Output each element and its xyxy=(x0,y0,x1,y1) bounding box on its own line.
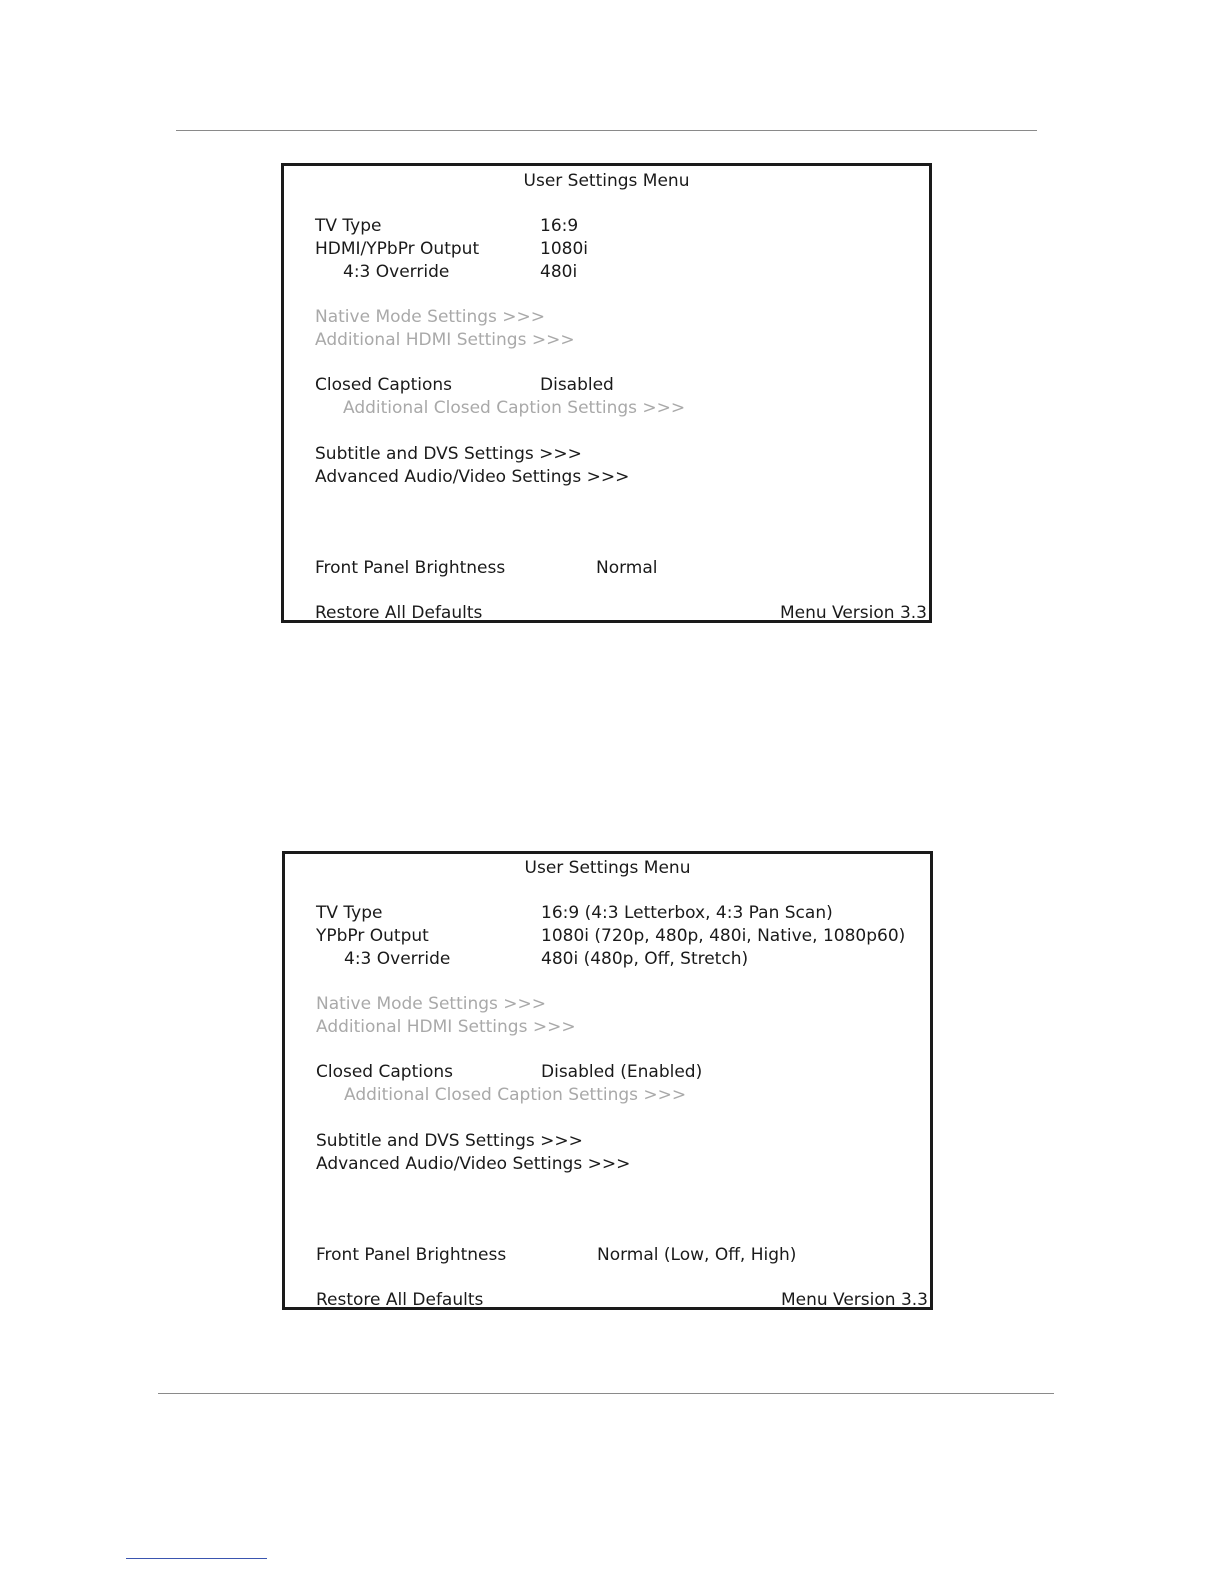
advanced-av-settings-link[interactable]: Advanced Audio/Video Settings >>> xyxy=(315,467,630,487)
restore-defaults-item[interactable]: Restore All Defaults xyxy=(315,603,483,623)
front-panel-brightness-value: Normal xyxy=(596,558,658,578)
front-panel-brightness-value: Normal (Low, Off, High) xyxy=(597,1245,797,1265)
footer-rule xyxy=(158,1393,1054,1394)
tv-type-value: 16:9 (4:3 Letterbox, 4:3 Pan Scan) xyxy=(541,903,833,923)
override-value: 480i (480p, Off, Stretch) xyxy=(541,949,749,969)
additional-cc-settings-link: Additional Closed Caption Settings >>> xyxy=(343,398,686,418)
footnote-separator xyxy=(126,1558,267,1559)
additional-cc-settings-link: Additional Closed Caption Settings >>> xyxy=(344,1085,687,1105)
output-value: 1080i xyxy=(540,239,588,259)
output-label[interactable]: YPbPr Output xyxy=(316,926,429,946)
additional-hdmi-settings-link: Additional HDMI Settings >>> xyxy=(316,1017,576,1037)
menu-version: Menu Version 3.3 xyxy=(779,603,927,623)
closed-captions-label[interactable]: Closed Captions xyxy=(315,375,453,395)
advanced-av-settings-link[interactable]: Advanced Audio/Video Settings >>> xyxy=(316,1154,631,1174)
closed-captions-label[interactable]: Closed Captions xyxy=(316,1062,454,1082)
override-value: 480i xyxy=(540,262,578,282)
restore-defaults-item[interactable]: Restore All Defaults xyxy=(316,1290,484,1310)
override-label[interactable]: 4:3 Override xyxy=(344,949,451,969)
front-panel-brightness-label[interactable]: Front Panel Brightness xyxy=(316,1245,507,1265)
closed-captions-value: Disabled xyxy=(540,375,614,395)
tv-type-value: 16:9 xyxy=(540,216,579,236)
output-value: 1080i (720p, 480p, 480i, Native, 1080p60) xyxy=(541,926,906,946)
override-label[interactable]: 4:3 Override xyxy=(343,262,450,282)
header-rule xyxy=(176,130,1037,131)
user-settings-menu-current xyxy=(281,163,932,623)
user-settings-menu-options xyxy=(282,851,933,1310)
output-label[interactable]: HDMI/YPbPr Output xyxy=(315,239,480,259)
menu-version: Menu Version 3.3 xyxy=(780,1290,928,1310)
menu-title: User Settings Menu xyxy=(523,171,690,191)
subtitle-dvs-settings-link[interactable]: Subtitle and DVS Settings >>> xyxy=(316,1131,583,1151)
native-mode-settings-link: Native Mode Settings >>> xyxy=(316,994,547,1014)
menu-title: User Settings Menu xyxy=(524,858,691,878)
native-mode-settings-link: Native Mode Settings >>> xyxy=(315,307,546,327)
subtitle-dvs-settings-link[interactable]: Subtitle and DVS Settings >>> xyxy=(315,444,582,464)
closed-captions-value: Disabled (Enabled) xyxy=(541,1062,703,1082)
front-panel-brightness-label[interactable]: Front Panel Brightness xyxy=(315,558,506,578)
additional-hdmi-settings-link: Additional HDMI Settings >>> xyxy=(315,330,575,350)
tv-type-label[interactable]: TV Type xyxy=(316,903,383,923)
tv-type-label[interactable]: TV Type xyxy=(315,216,382,236)
